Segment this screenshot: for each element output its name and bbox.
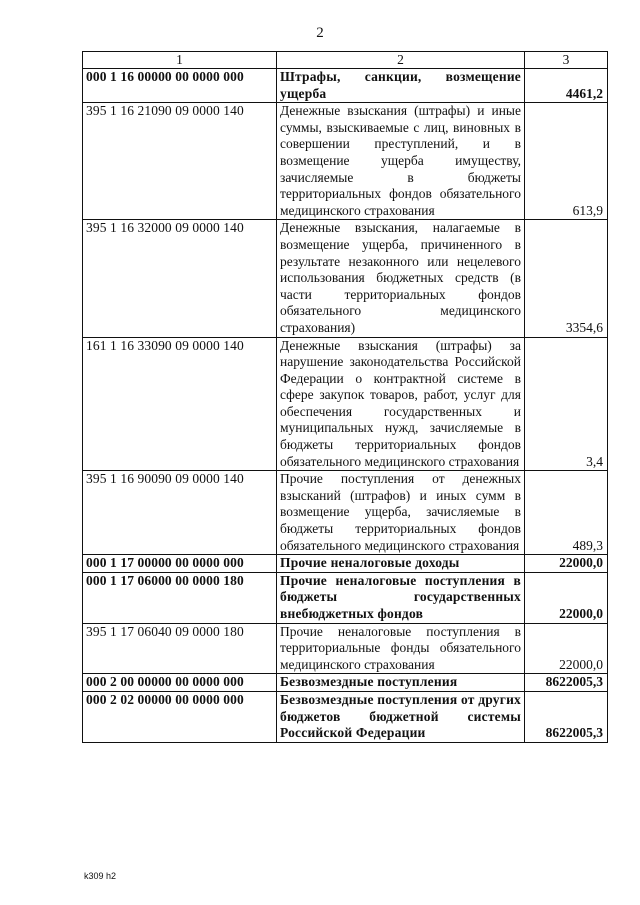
row-description: Прочие неналоговые поступления в территориальные фонды обязательного медицинского страхования: [277, 623, 525, 674]
row-code: 000 2 02 00000 00 0000 000: [83, 691, 277, 742]
row-description: Денежные взыскания (штрафы) за нарушение законодательства Российской Федерации о контрактной системе в сфере закупок товаров, работ, услуг для обеспечения государственных и муниципальных нужд, зачисляемые в бюджеты территориальных фондов обязательного медицинского страхования: [277, 337, 525, 471]
row-code: 000 2 00 00000 00 0000 000: [83, 674, 277, 692]
table-row: [83, 691, 608, 742]
row-description: Прочие поступления от денежных взысканий (штрафов) и иных сумм в возмещение ущерба, зачисляемые в бюджеты территориальных фондов обязательного медицинского страхования: [277, 471, 525, 555]
table-row: [83, 471, 608, 555]
table-row: [83, 572, 608, 623]
row-amount: 22000,0: [525, 555, 608, 573]
row-amount: 8622005,3: [525, 674, 608, 692]
column-header-code: 1: [83, 52, 277, 69]
row-code: 395 1 16 90090 09 0000 140: [83, 471, 277, 555]
table-row: [83, 623, 608, 674]
row-description: Штрафы, санкции, возмещение ущерба: [277, 69, 525, 103]
row-description: Денежные взыскания, налагаемые в возмещение ущерба, причиненного в результате незаконного или нецелевого использования бюджетных средств (в части территориальных фондов обязательного медицинского страхования): [277, 220, 525, 337]
row-amount: 4461,2: [525, 69, 608, 103]
header-row: [83, 52, 608, 69]
row-code: 395 1 16 32000 09 0000 140: [83, 220, 277, 337]
row-amount: 613,9: [525, 103, 608, 220]
table-row: [83, 103, 608, 220]
footer-mark: k309 h2: [84, 871, 117, 881]
row-code: 395 1 16 21090 09 0000 140: [83, 103, 277, 220]
row-description: Прочие неналоговые доходы: [277, 555, 525, 573]
row-code: 000 1 17 00000 00 0000 000: [83, 555, 277, 573]
row-amount: 22000,0: [525, 623, 608, 674]
table-row: [83, 674, 608, 692]
row-code: 000 1 17 06000 00 0000 180: [83, 572, 277, 623]
table-row: [83, 220, 608, 337]
row-description: Прочие неналоговые поступления в бюджеты государственных внебюджетных фондов: [277, 572, 525, 623]
row-description: Безвозмездные поступления от других бюджетов бюджетной системы Российской Федерации: [277, 691, 525, 742]
row-description: Безвозмездные поступления: [277, 674, 525, 692]
row-amount: 3354,6: [525, 220, 608, 337]
row-amount: 3,4: [525, 337, 608, 471]
row-code: 000 1 16 00000 00 0000 000: [83, 69, 277, 103]
table-header: [83, 52, 608, 69]
table-row: [83, 337, 608, 471]
table-row: [83, 69, 608, 103]
revenue-table: [82, 51, 608, 743]
table-body: [83, 69, 608, 743]
page-number: 2: [316, 25, 324, 41]
row-amount: 22000,0: [525, 572, 608, 623]
row-code: 395 1 17 06040 09 0000 180: [83, 623, 277, 674]
row-description: Денежные взыскания (штрафы) и иные суммы, взыскиваемые с лиц, виновных в совершении преступлений, и в возмещение ущерба имуществу, зачисляемые в бюджеты территориальных фондов обязательного медицинского страхования: [277, 103, 525, 220]
column-header-amount: 3: [525, 52, 608, 69]
row-amount: 489,3: [525, 471, 608, 555]
row-amount: 8622005,3: [525, 691, 608, 742]
column-header-description: 2: [277, 52, 525, 69]
row-code: 161 1 16 33090 09 0000 140: [83, 337, 277, 471]
table-row: [83, 555, 608, 573]
